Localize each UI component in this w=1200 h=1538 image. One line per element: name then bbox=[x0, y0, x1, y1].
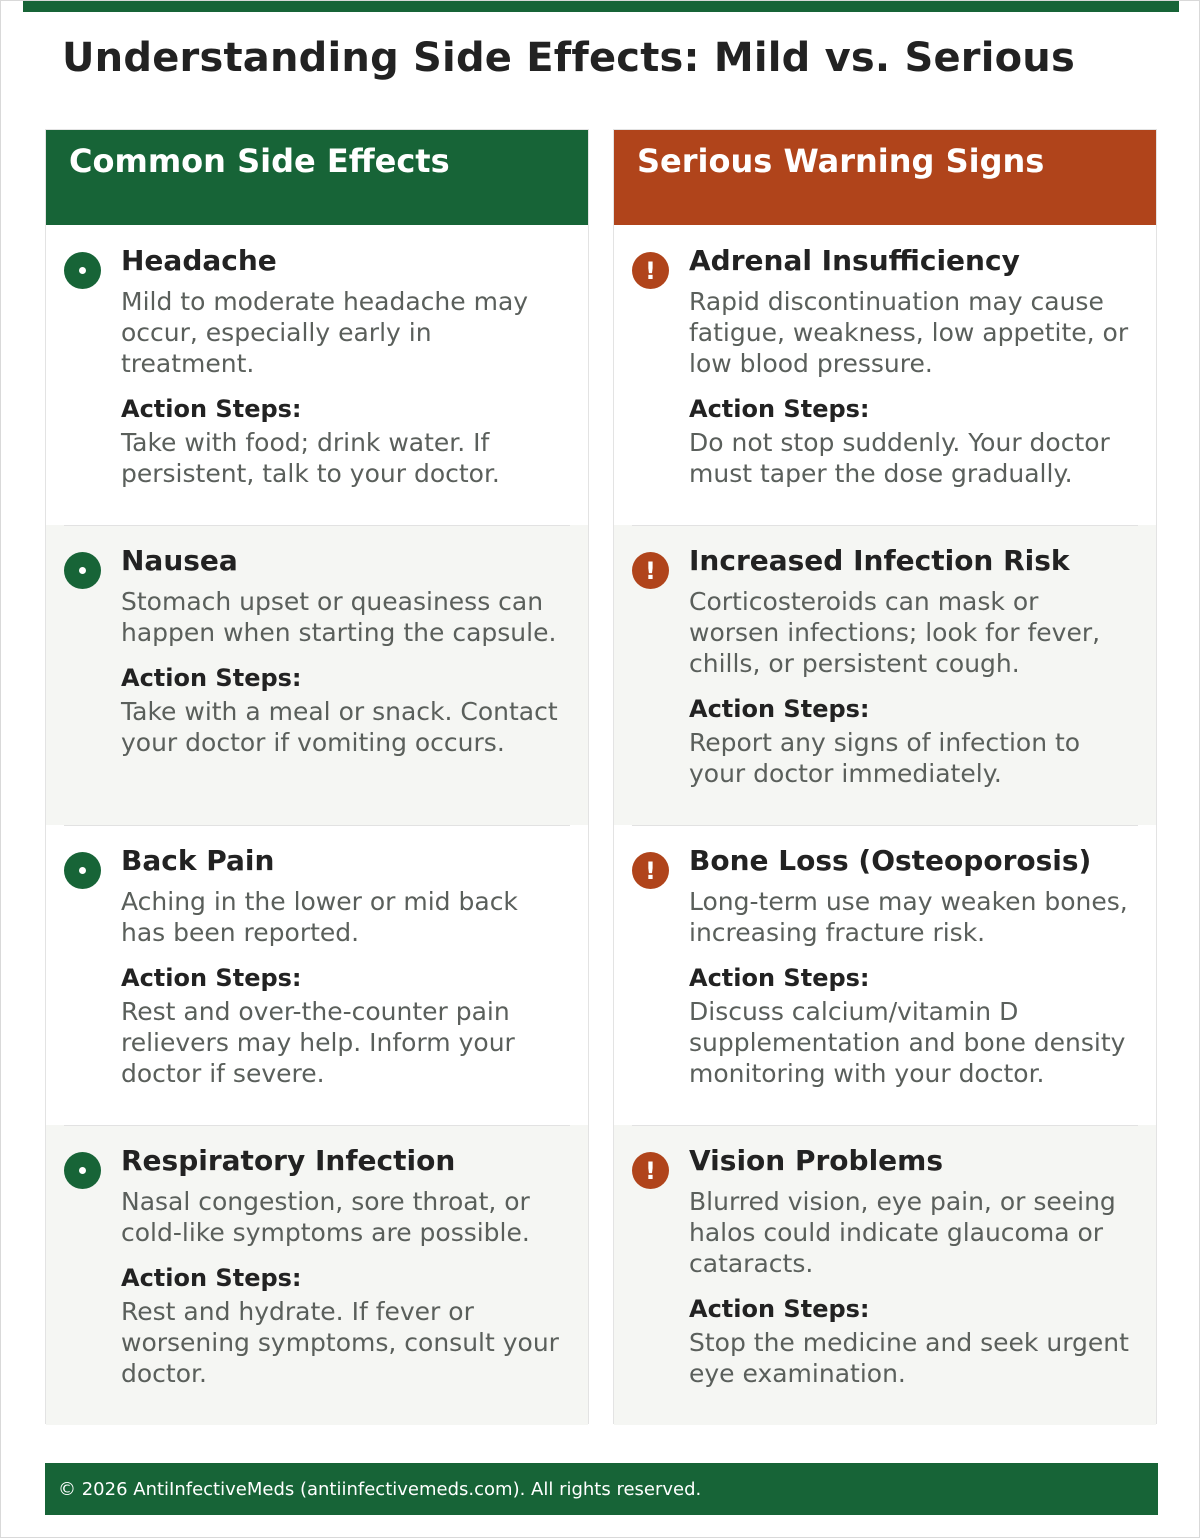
dot-circle-icon bbox=[64, 252, 101, 289]
dot-circle-icon bbox=[64, 552, 101, 589]
action-steps-text: Rest and hydrate. If fever or worsening symptoms, consult your doctor. bbox=[121, 1297, 559, 1389]
action-steps-label: Action Steps: bbox=[121, 664, 302, 692]
action-steps-label: Action Steps: bbox=[689, 1295, 870, 1323]
side-effect-card-headache bbox=[46, 225, 588, 525]
card-description: Corticosteroids can mask or worsen infections; look for fever, chills, or persistent cough. bbox=[689, 587, 1101, 678]
action-steps-text: Discuss calcium/vitamin D supplementation and bone density monitoring with your doctor. bbox=[689, 997, 1126, 1089]
card-description: Stomach upset or queasiness can happen when starting the capsule. bbox=[121, 587, 557, 647]
action-steps-label: Action Steps: bbox=[689, 964, 870, 992]
exclamation-circle-icon: ! bbox=[632, 552, 669, 589]
action-steps-label: Action Steps: bbox=[121, 964, 302, 992]
card-title: Adrenal Insufficiency bbox=[689, 244, 1020, 277]
side-effect-card-nausea bbox=[46, 525, 588, 825]
card-description: Rapid discontinuation may cause fatigue, weakness, low appetite, or low blood pressure. bbox=[689, 287, 1129, 378]
card-title: Bone Loss (Osteoporosis) bbox=[689, 844, 1092, 877]
side-effect-card-respiratory-infection bbox=[46, 1125, 588, 1425]
card-description: Blurred vision, eye pain, or seeing halos could indicate glaucoma or cataracts. bbox=[689, 1187, 1116, 1278]
common-side-effects-column bbox=[45, 129, 589, 1424]
card-title: Increased Infection Risk bbox=[689, 544, 1070, 577]
action-steps-text: Report any signs of infection to your doctor immediately. bbox=[689, 728, 1081, 789]
side-effect-card-back-pain bbox=[46, 825, 588, 1125]
page-title: Understanding Side Effects: Mild vs. Serious bbox=[62, 35, 1075, 81]
card-title: Vision Problems bbox=[689, 1144, 943, 1177]
warning-card-adrenal-insufficiency bbox=[614, 225, 1156, 525]
action-steps-label: Action Steps: bbox=[121, 1264, 302, 1292]
action-steps-text: Stop the medicine and seek urgent eye examination. bbox=[689, 1328, 1129, 1389]
top-accent-bar bbox=[23, 1, 1179, 12]
action-steps-text: Take with food; drink water. If persistent, talk to your doctor. bbox=[121, 428, 500, 489]
action-steps-label: Action Steps: bbox=[689, 395, 870, 423]
warning-card-vision-problems bbox=[614, 1125, 1156, 1425]
card-description: Long-term use may weaken bones, increasing fracture risk. bbox=[689, 887, 1128, 947]
exclamation-circle-icon: ! bbox=[632, 1152, 669, 1189]
exclamation-circle-icon: ! bbox=[632, 852, 669, 889]
card-description: Aching in the lower or mid back has been reported. bbox=[121, 887, 518, 947]
card-title: Respiratory Infection bbox=[121, 1144, 456, 1177]
card-title: Headache bbox=[121, 244, 277, 277]
serious-warning-signs-header: Serious Warning Signs bbox=[614, 130, 1156, 225]
card-title: Nausea bbox=[121, 544, 238, 577]
common-side-effects-header: Common Side Effects bbox=[46, 130, 588, 225]
action-steps-text: Take with a meal or snack. Contact your doctor if vomiting occurs. bbox=[121, 697, 558, 758]
exclamation-circle-icon: ! bbox=[632, 252, 669, 289]
card-title: Back Pain bbox=[121, 844, 275, 877]
action-steps-text: Do not stop suddenly. Your doctor must taper the dose gradually. bbox=[689, 428, 1110, 489]
action-steps-label: Action Steps: bbox=[689, 695, 870, 723]
dot-circle-icon bbox=[64, 1152, 101, 1189]
card-description: Nasal congestion, sore throat, or cold-like symptoms are possible. bbox=[121, 1187, 530, 1247]
warning-card-bone-loss bbox=[614, 825, 1156, 1125]
dot-circle-icon bbox=[64, 852, 101, 889]
action-steps-text: Rest and over-the-counter pain relievers may help. Inform your doctor if severe. bbox=[121, 997, 515, 1089]
serious-warning-signs-column bbox=[613, 129, 1157, 1424]
warning-card-increased-infection-risk bbox=[614, 525, 1156, 825]
card-description: Mild to moderate headache may occur, especially early in treatment. bbox=[121, 287, 529, 378]
footer-copyright: © 2026 AntiInfectiveMeds (antiinfectivemeds.com). All rights reserved. bbox=[45, 1463, 1158, 1515]
action-steps-label: Action Steps: bbox=[121, 395, 302, 423]
